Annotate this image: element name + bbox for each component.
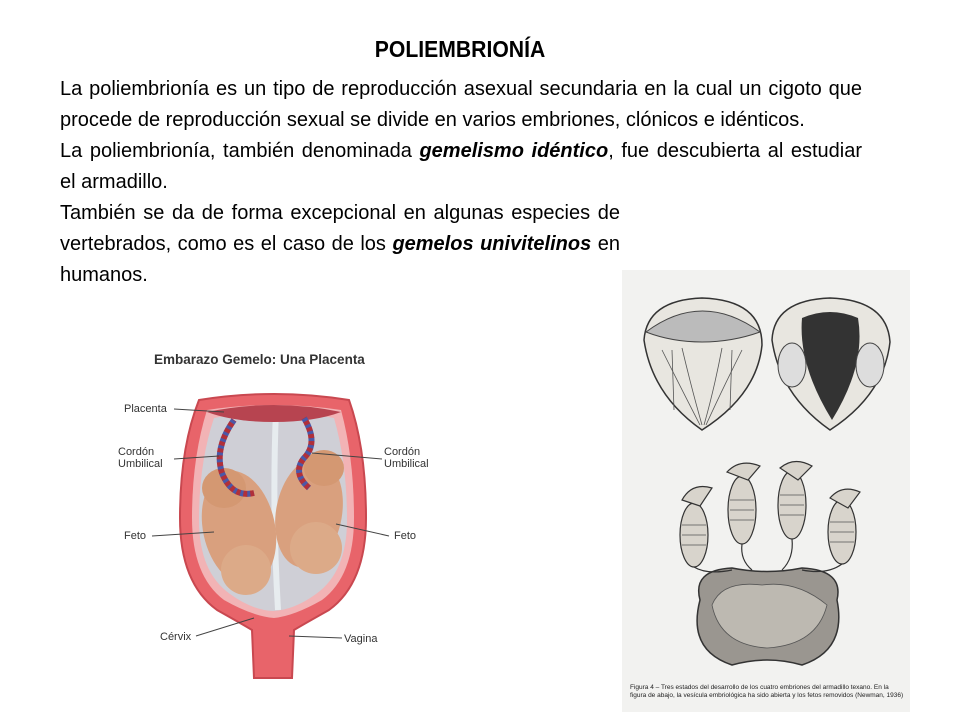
paragraph-2-end: , fue descubierta al estudiar el armadillo. — [60, 140, 863, 193]
label-cordon-right-2: Umbilical — [384, 458, 429, 470]
label-cervix: Cérvix — [160, 631, 192, 643]
emphasis-gemelismo: gemelismo idéntico — [419, 140, 609, 162]
label-cordon-left-1: Cordón — [118, 446, 155, 458]
label-feto-right: Feto — [394, 530, 417, 542]
label-vagina: Vagina — [344, 633, 378, 645]
body-text — [60, 74, 862, 291]
paragraph-2-start: La poliembrionía, también denominada — [60, 140, 420, 162]
paragraph-2 — [60, 136, 862, 198]
emphasis-gemelos: gemelos univitelinos — [392, 233, 592, 255]
label-cordon-right — [384, 446, 429, 470]
paragraph-3-start: También se da de forma excepcional en algunas especies de vertebrados, como es el caso de los — [60, 202, 620, 255]
label-cordon-left-2: Umbilical — [118, 458, 163, 470]
paragraph-3 — [60, 198, 620, 291]
label-placenta: Placenta — [124, 403, 167, 415]
paragraph-3-end: en humanos. — [60, 233, 620, 286]
figure-title: Embarazo Gemelo: Una Placenta — [154, 352, 365, 367]
paragraph-1: La poliembrionía es un tipo de reproducción asexual secundaria en la cual un cigoto que procede de reproducción sexual se divide en varios embriones, clónicos e idénticos. — [60, 78, 862, 131]
figure-caption: Figura 4 – Tres estados del desarrollo de los cuatro embriones del armadillo texano. En la figura de abajo, la vesícula embriológica ha sido abierta y los fetos removidos (Newman, 1936) — [630, 684, 904, 699]
label-feto-left: Feto — [124, 530, 147, 542]
armadillo-engraving — [622, 270, 910, 682]
page-title: POLIEMBRIONÍA — [374, 36, 546, 62]
label-cordon-left — [118, 446, 163, 470]
armadillo-embryos-figure — [622, 270, 910, 712]
label-cordon-right-1: Cordón — [384, 446, 421, 458]
twin-pregnancy-figure — [104, 348, 444, 710]
